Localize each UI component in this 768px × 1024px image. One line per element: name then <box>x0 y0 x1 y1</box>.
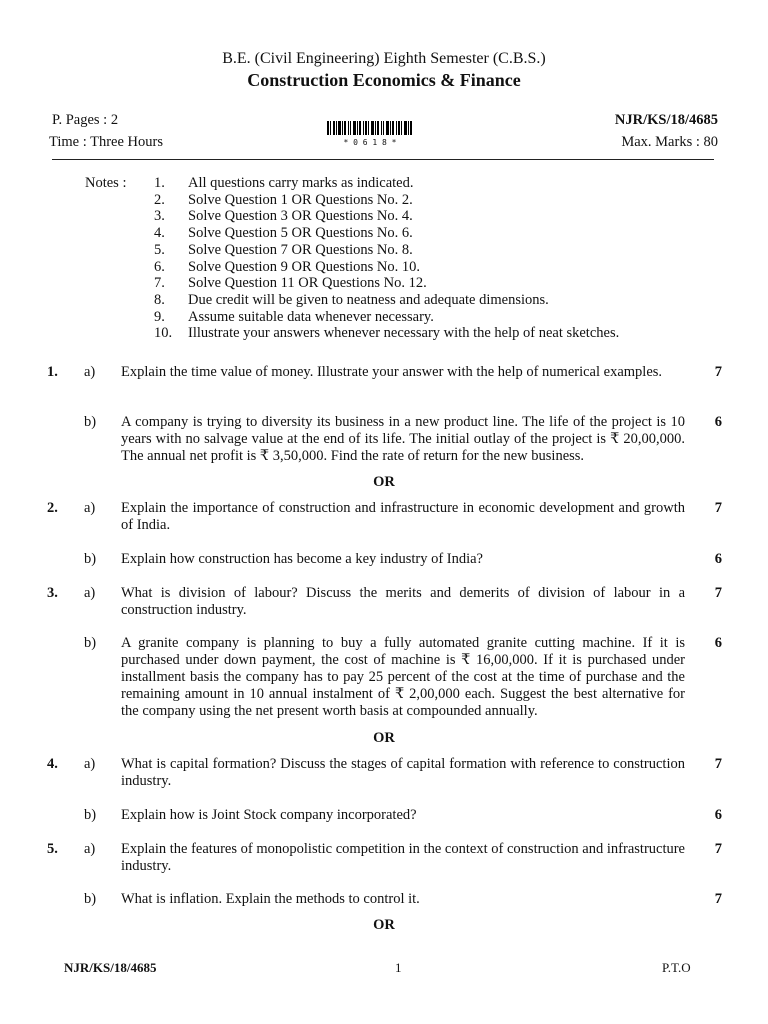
question-text: What is inflation. Explain the methods to control it. <box>121 891 420 907</box>
barcode-bars <box>327 121 413 135</box>
question-part: a) <box>84 841 96 857</box>
notes-label: Notes : <box>85 175 127 191</box>
note-text: Solve Question 1 OR Questions No. 2. <box>188 191 413 208</box>
question-number: 2. <box>47 500 58 516</box>
question-part: b) <box>84 635 97 651</box>
question-part: a) <box>84 756 96 772</box>
question-part: a) <box>84 500 96 516</box>
paper-code: NJR/KS/18/4685 <box>614 112 718 128</box>
question-part: b) <box>84 807 97 823</box>
note-item <box>140 292 708 309</box>
course-line: B.E. (Civil Engineering) Eighth Semester (C.B.S.) <box>222 50 546 67</box>
question-marks: 7 <box>714 891 722 907</box>
note-item <box>140 259 708 276</box>
question-text: A company is trying to diversity its business in a new product line. The life of the project is 10 years with no salvage value at the end of its life. The initial outlay of the project is ₹ 20,00,000. The annual net profit is ₹ 3,50,000. Find the rate of return for the new business. <box>121 414 685 464</box>
note-item <box>140 175 708 192</box>
pto-label: P.T.O <box>662 960 691 975</box>
note-item <box>140 325 708 342</box>
question-marks: 6 <box>714 635 722 651</box>
note-text: All questions carry marks as indicated. <box>188 175 414 191</box>
page-count: P. Pages : 2 <box>52 112 119 128</box>
note-text: Solve Question 3 OR Questions No. 4. <box>188 208 413 225</box>
footer-code: NJR/KS/18/4685 <box>64 960 157 975</box>
note-text: Illustrate your answers whenever necessary with the help of neat sketches. <box>188 325 620 342</box>
question-part: a) <box>84 364 96 380</box>
note-number: 5. <box>154 241 165 258</box>
note-number: 1. <box>154 175 165 191</box>
question-part: b) <box>84 551 97 567</box>
notes-list <box>140 175 708 342</box>
max-marks: Max. Marks : 80 <box>621 134 718 150</box>
question-part: b) <box>84 414 97 430</box>
time-allowed: Time : Three Hours <box>49 134 163 150</box>
note-item <box>140 275 708 292</box>
note-number: 3. <box>154 208 165 225</box>
note-text: Solve Question 9 OR Questions No. 10. <box>188 258 420 275</box>
question-marks: 7 <box>714 364 722 380</box>
question-text: Explain how is Joint Stock company incorporated? <box>121 807 417 823</box>
question-text: A granite company is planning to buy a fully automated granite cutting machine. If it is purchased under down payment, the cost of machine is ₹ 16,00,000. If it is purchased under installment basis the company has to pay 25 percent of the cost at the time of purchase and the remaining amount in 10 annual instalment of ₹ 2,00,000 each. Suggest the best alternative for the company using the net present worth basis at compounded annually. <box>121 635 685 719</box>
question-text: Explain the features of monopolistic competition in the context of construction and infrastructure industry. <box>121 841 685 874</box>
note-item <box>140 208 708 225</box>
page-number: 1 <box>395 960 402 975</box>
question-number: 1. <box>47 364 58 380</box>
note-text: Solve Question 11 OR Questions No. 12. <box>188 275 427 292</box>
question-part: b) <box>84 891 97 907</box>
note-item <box>140 242 708 259</box>
question-marks: 6 <box>714 551 722 567</box>
question-number: 3. <box>47 585 58 601</box>
question-text: Explain the time value of money. Illustrate your answer with the help of numerical examples. <box>121 364 663 380</box>
paper-title: Construction Economics & Finance <box>247 70 521 90</box>
question-text: What is division of labour? Discuss the merits and demerits of division of labour in a construction industry. <box>121 585 685 618</box>
note-number: 8. <box>154 291 165 308</box>
question-number: 5. <box>47 841 58 857</box>
question-text: What is capital formation? Discuss the stages of capital formation with reference to construction industry. <box>121 756 685 789</box>
question-number: 4. <box>47 756 58 772</box>
note-number: 9. <box>154 308 165 325</box>
note-text: Due credit will be given to neatness and adequate dimensions. <box>188 291 549 308</box>
question-text: Explain the importance of construction and infrastructure in economic development and growth of India. <box>121 500 685 533</box>
question-marks: 6 <box>714 807 722 823</box>
header-divider <box>52 159 714 160</box>
note-number: 10. <box>154 325 173 342</box>
question-marks: 7 <box>714 500 722 516</box>
note-item <box>140 309 708 326</box>
note-item <box>140 192 708 209</box>
note-text: Solve Question 7 OR Questions No. 8. <box>188 241 413 258</box>
question-text: Explain how construction has become a key industry of India? <box>121 551 483 567</box>
note-number: 2. <box>154 191 165 208</box>
question-marks: 7 <box>714 841 722 857</box>
note-text: Solve Question 5 OR Questions No. 6. <box>188 225 413 242</box>
note-number: 7. <box>154 275 165 292</box>
barcode-number: * 0 6 1 8 * <box>343 138 397 147</box>
note-number: 6. <box>154 258 165 275</box>
note-text: Assume suitable data whenever necessary. <box>188 308 434 325</box>
question-part: a) <box>84 585 96 601</box>
or-separator: OR <box>373 474 395 490</box>
note-number: 4. <box>154 225 165 242</box>
note-item <box>140 225 708 242</box>
or-separator: OR <box>373 917 395 933</box>
question-marks: 7 <box>714 585 722 601</box>
question-marks: 7 <box>714 756 722 772</box>
question-marks: 6 <box>714 414 722 430</box>
or-separator: OR <box>373 730 395 746</box>
barcode <box>327 121 413 147</box>
